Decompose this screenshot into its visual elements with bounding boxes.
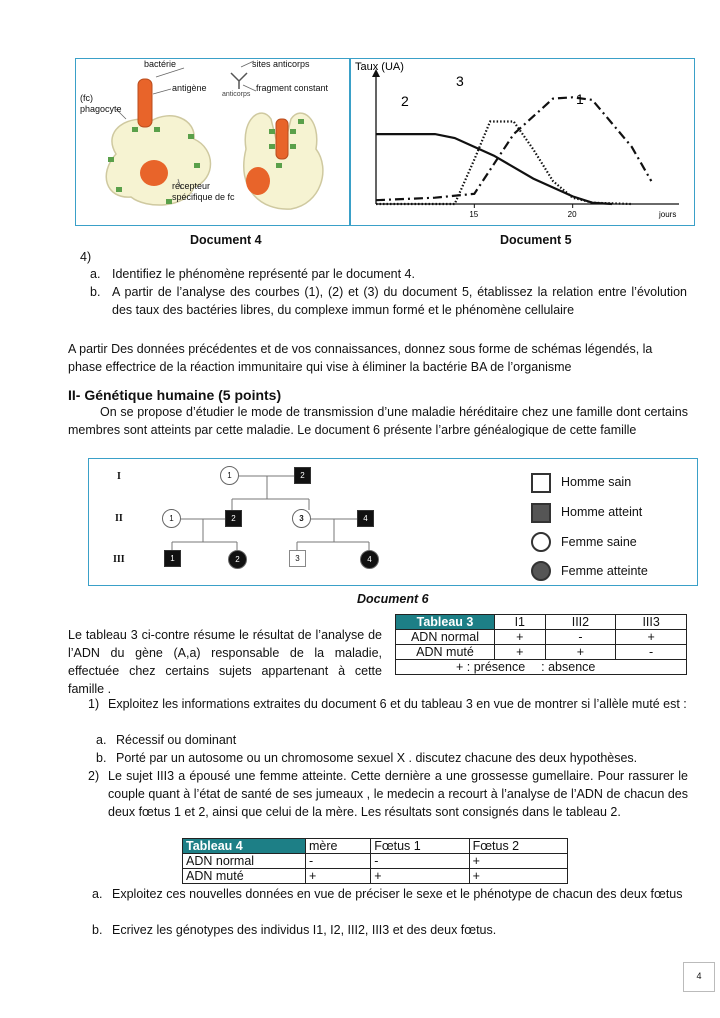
generation-label-1: I (117, 471, 121, 482)
q2b-label: b. (92, 923, 103, 937)
antibody-level-chart (351, 59, 693, 224)
table-3-intro: Le tableau 3 ci-contre résume le résultat de l’analyse de l’ADN du gène (A,a) responsable de la maladie, effectuée chez certains sujets appartenant à cette famille . (68, 628, 382, 696)
individual-II1: 1 (162, 509, 181, 528)
individual-I1: 1 (220, 466, 239, 485)
q2-number: 2) (88, 769, 100, 783)
table-4-col-1: mère (306, 839, 371, 854)
table-4-title: Tableau 4 (183, 839, 306, 854)
table-4-col-2: Fœtus 1 (371, 839, 469, 854)
x-axis-label: jours (659, 210, 677, 219)
individual-II3: 3 (292, 509, 311, 528)
q4a-text: Identifiez le phénomène représenté par le document 4. (112, 267, 415, 281)
q1a-text: Récessif ou dominant (116, 733, 237, 747)
legend-icon-affected-female (531, 561, 551, 581)
legend-affected-male: Homme atteint (561, 505, 643, 519)
table-4-cell: + (469, 854, 567, 869)
document-4-caption: Document 4 (190, 233, 262, 247)
series-label-3: 3 (456, 73, 464, 89)
individual-III1: 1 (164, 550, 181, 567)
table-3-note (396, 660, 687, 675)
q2-text: Le sujet III3 a épousé une femme atteinte. Cette dernière a une grossesse gumellaire. Pour rassurer le couple quant à l’état de santé de ses jumeaux , le medecin a recourt à l’analyse de l’ADN de chacun des deux fœtus 1 et 2, ainsi que celui de la mère. Les résultats sont consignés dans le tableau 2. (108, 769, 688, 819)
label-antigen: antigène (172, 83, 207, 93)
document-4-frame (75, 58, 350, 226)
table-4-cell: + (469, 869, 567, 884)
label-receptor: récepteur spécifique de fc (172, 181, 235, 202)
x-tick-label: 15 (469, 210, 479, 219)
table-4-cell: - (371, 854, 469, 869)
legend-icon-healthy-female (531, 532, 551, 552)
label-antibody: anticorps (222, 91, 251, 98)
generation-label-3: III (113, 554, 125, 565)
bacteria-shape (138, 79, 152, 127)
nucleus-2 (246, 167, 270, 195)
individual-III4: 4 (360, 550, 379, 569)
page-number-box (683, 962, 715, 992)
table-4-row-label: ADN normal (183, 854, 306, 869)
series-label-2: 2 (401, 93, 409, 109)
table-4-col-3: Fœtus 2 (469, 839, 567, 854)
document-5-caption: Document 5 (500, 233, 572, 247)
q4a-label: a. (90, 267, 101, 281)
q1a-label: a. (96, 733, 107, 747)
q1b-label: b. (96, 751, 107, 765)
table-3-cell: + (616, 630, 687, 645)
nucleus-1 (140, 160, 168, 186)
q2a-label: a. (92, 887, 103, 901)
table-3-cell: - (616, 645, 687, 660)
page-number: 4 (696, 971, 702, 981)
document-6-caption: Document 6 (357, 592, 429, 606)
legend-affected-female: Femme atteinte (561, 564, 648, 578)
table-3-row-label: ADN muté (396, 645, 495, 660)
legend-healthy-female: Femme saine (561, 535, 637, 549)
label-antibody-sites: sites anticorps (252, 59, 310, 69)
section-2-title: II- Génétique humaine (5 points) (68, 387, 282, 403)
label-constant-fragment: fragment constant (256, 83, 329, 93)
series-line-2 (376, 134, 612, 204)
generation-label-2: II (115, 513, 123, 524)
section-2-intro: On se propose d’étudier le mode de transmission d’une maladie héréditaire chez une famille dont certains membres sont atteints par cette maladie. Le document 6 présente l’arbre généalogique de cette famille (68, 405, 688, 437)
individual-III3: 3 (289, 550, 306, 567)
q1b-text: Porté par un autosome ou un chromosome sexuel X . discutez chacune des deux hypothèses. (116, 751, 638, 765)
table-3-cell: + (545, 645, 616, 660)
individual-II4: 4 (357, 510, 374, 527)
table-4-cell: + (306, 869, 371, 884)
table-3-cell: - (545, 630, 616, 645)
q1-text: Exploitez les informations extraites du document 6 et du tableau 3 en vue de montrer si l’allèle muté est : (108, 697, 687, 711)
series-label-1: 1 (576, 91, 584, 107)
engulfed-bacteria (276, 119, 288, 159)
q4-number: 4) (80, 250, 92, 264)
q2a-text: Exploitez ces nouvelles données en vue de préciser le sexe et le phénotype de chacun des deux fœtus (112, 887, 683, 901)
individual-I2: 2 (294, 467, 311, 484)
y-axis-label: Taux (UA) (355, 61, 404, 73)
table-3-cell: + (495, 630, 546, 645)
table-3-col-2: III2 (545, 615, 616, 630)
individual-II2: 2 (225, 510, 242, 527)
table-3 (395, 614, 687, 675)
table-3-note-minus: : absence (541, 660, 596, 674)
legend-icon-affected-male (531, 503, 551, 523)
document-5-frame (350, 58, 695, 226)
label-fc-phagocyte: (fc) phagocyte (80, 93, 122, 114)
table-3-col-3: III3 (616, 615, 687, 630)
table-3-note-plus: + : présence (456, 660, 526, 674)
table-3-cell: + (495, 645, 546, 660)
table-4-cell: + (371, 869, 469, 884)
table-3-row-label: ADN normal (396, 630, 495, 645)
q4b-label: b. (90, 285, 101, 299)
individual-III2: 2 (228, 550, 247, 569)
q2b-text: Ecrivez les génotypes des individus I1, I2, III2, III3 et des deux fœtus. (112, 923, 497, 937)
document-6-frame (88, 458, 698, 586)
series-line-1 (376, 97, 651, 200)
table-3-title: Tableau 3 (396, 615, 495, 630)
q4b-text: A partir de l’analyse des courbes (1), (2) et (3) du document 5, établissez la relation entre l’évolution des taux des bactéries libres, du complexe immun formé et le phénomène cellulaire (112, 285, 687, 317)
table-4-cell: - (306, 854, 371, 869)
table-3-col-1: I1 (495, 615, 546, 630)
antibody-icon (231, 73, 247, 89)
paragraph-synthesis: A partir Des données précédentes et de vos connaissances, donnez sous forme de schémas légendés, la phase effectrice de la réaction immunitaire qui vise à éliminer la bactérie BA de l’organisme (68, 342, 653, 374)
table-4-row-label: ADN muté (183, 869, 306, 884)
table-4 (182, 838, 568, 884)
x-tick-label: 20 (567, 210, 577, 219)
q1-number: 1) (88, 697, 100, 711)
legend-healthy-male: Homme sain (561, 475, 632, 489)
label-bacteria: bactérie (144, 59, 177, 69)
legend-icon-healthy-male (531, 473, 551, 493)
